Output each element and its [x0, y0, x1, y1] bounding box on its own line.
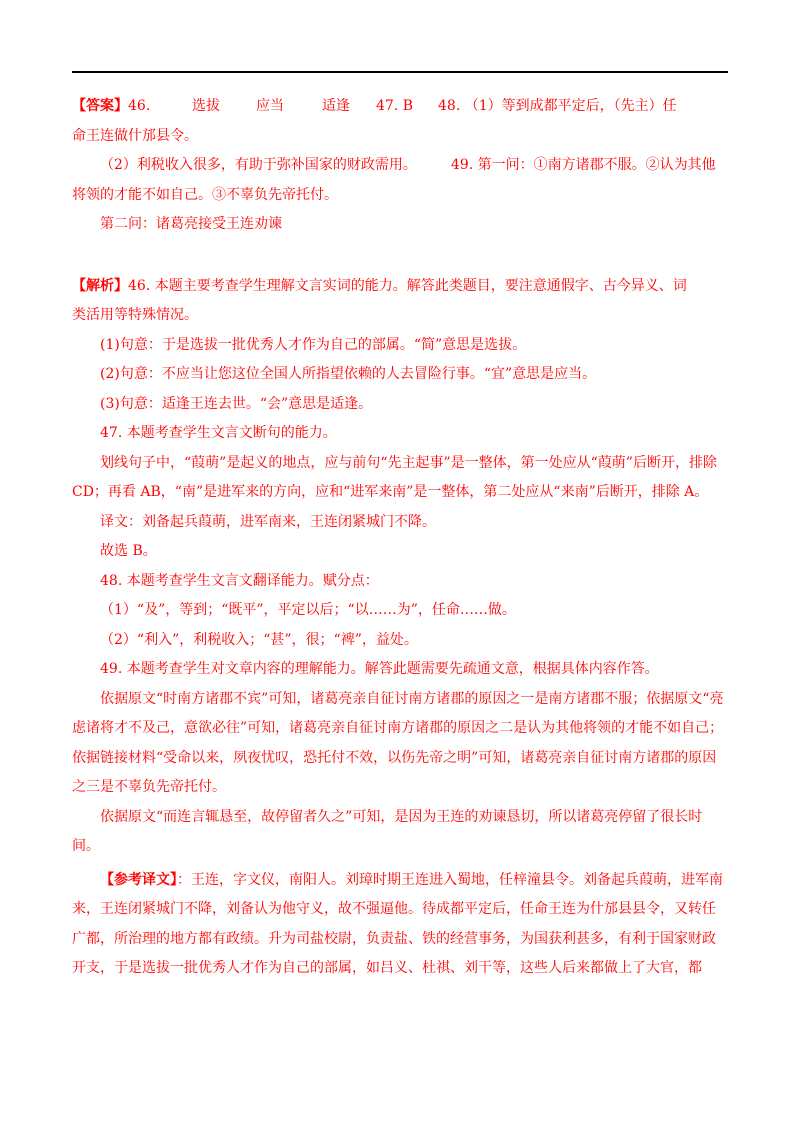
document-body [72, 92, 728, 984]
analysis-sentence-2: (2)句意：不应当让您这位全国人所指望依赖的人去冒险行事。“宜”意思是应当。 [100, 366, 597, 382]
analysis-q47-choice: 故选 B。 [100, 543, 157, 559]
analysis-q46-cont: 类活用等特殊情况。 [72, 307, 198, 323]
answer-q48: 48. （1）等到成都平定后，（先主）任 [438, 98, 677, 114]
analysis-q47-translation: 译文：刘备起兵葭萌，进军南来，王连闭紧城门不降。 [100, 513, 436, 530]
answer-line-1 [72, 92, 728, 122]
answer-line-2: 命王连做什邡县令。 [72, 127, 198, 144]
analysis-q49-paragraph-2: 依据原文“而连言辄恳至，故停留者久之”可知，是因为王连的劝谏恳切，所以诸葛亮停留了很长时间。 [72, 808, 703, 854]
answer-word-2: 应当 [256, 98, 284, 114]
analysis-sentence-3: (3)句意：适逢王连去世。“会”意思是适逢。 [100, 395, 373, 412]
header-rule [72, 71, 728, 73]
analysis-q47: 47. 本题考查学生文言文断句的能力。 [100, 425, 337, 441]
analysis-sentence-1: (1)句意：于是选拔一批优秀人才作为自己的部属。“简”意思是选拔。 [100, 336, 527, 353]
answer-tag: 【答案】 [72, 98, 128, 114]
translation-tag: 【参考译文】 [100, 871, 177, 888]
translation-paragraph [72, 866, 728, 984]
analysis-q48-point-2: （2）“利入”，利税收入；“甚”，很；“裨”，益处。 [100, 631, 418, 648]
analysis-q48: 48. 本题考查学生文言文翻译能力。赋分点： [100, 572, 379, 589]
answer-q49: 49. 第一问：①南方诸郡不服。②认为其他 [450, 157, 716, 173]
answer-word-1: 选拔 [192, 98, 220, 114]
answer-q48-part2: （2）利税收入很多，有助于弥补国家的财政需用。 [100, 157, 417, 173]
answer-q46: 46. [128, 98, 151, 114]
answer-q47: 47. B [376, 98, 414, 114]
analysis-q46: 46. 本题主要考查学生理解文言实词的能力。解答此类题目，要注意通假字、古今异义、词 [128, 277, 687, 294]
answer-line-5: 第二问：诸葛亮接受王连劝谏 [100, 216, 282, 232]
answer-word-3: 适逢 [322, 98, 350, 114]
analysis-tag: 【解析】 [72, 277, 128, 294]
translation-text: ：王连，字文仪，南阳人。刘璋时期王连进入蜀地，任梓潼县令。刘备起兵葭萌，进军南来，王连闭紧城门不降，刘备认为他守义，故不强逼他。待成都平定后，任命王连为什邡县县令，又转任广都，所治理的地方都有政绩。升为司盐校尉，负责盐、铁的经营事务，为国获利甚多，有利于国家财政开支，于是选拔一批优秀人才作为自己的部属，如吕义、杜祺、刘干等，这些人后来都做上了大官，都 [72, 871, 723, 976]
answer-line-4: 将领的才能不如自己。③不辜负先帝托付。 [72, 186, 338, 203]
analysis-q47-explanation: 划线句子中，“葭萌”是起义的地点，应与前句“先主起事”是一整体，第一处应从“葭萌”后断开，排除 CD；再看 AB，“南”是进军来的方向，应和“进军来南”是一整体，第二处应从“来南”后断开，排除 A。 [72, 454, 717, 500]
analysis-q48-point-1: （1）“及”，等到；“既平”，平定以后；“以……为”，任命……做。 [100, 602, 516, 618]
analysis-q49-paragraph-1: 依据原文“时南方诸郡不宾”可知，诸葛亮亲自征讨南方诸郡的原因之一是南方诸郡不服；依据原文“亮虑诸将才不及己，意欲必往”可知，诸葛亮亲自征讨南方诸郡的原因之二是认为其他将领的才能不如自己；依据链接材料“受命以来，夙夜忧叹，恐托付不效，以伤先帝之明”可知，诸葛亮亲自征讨南方诸郡的原因之三是不辜负先帝托付。 [72, 690, 724, 795]
analysis-intro [72, 272, 728, 302]
answer-line-3 [72, 151, 728, 181]
analysis-q49: 49. 本题考查学生对文章内容的理解能力。解答此题需要先疏通文意，根据具体内容作答。 [100, 661, 659, 677]
